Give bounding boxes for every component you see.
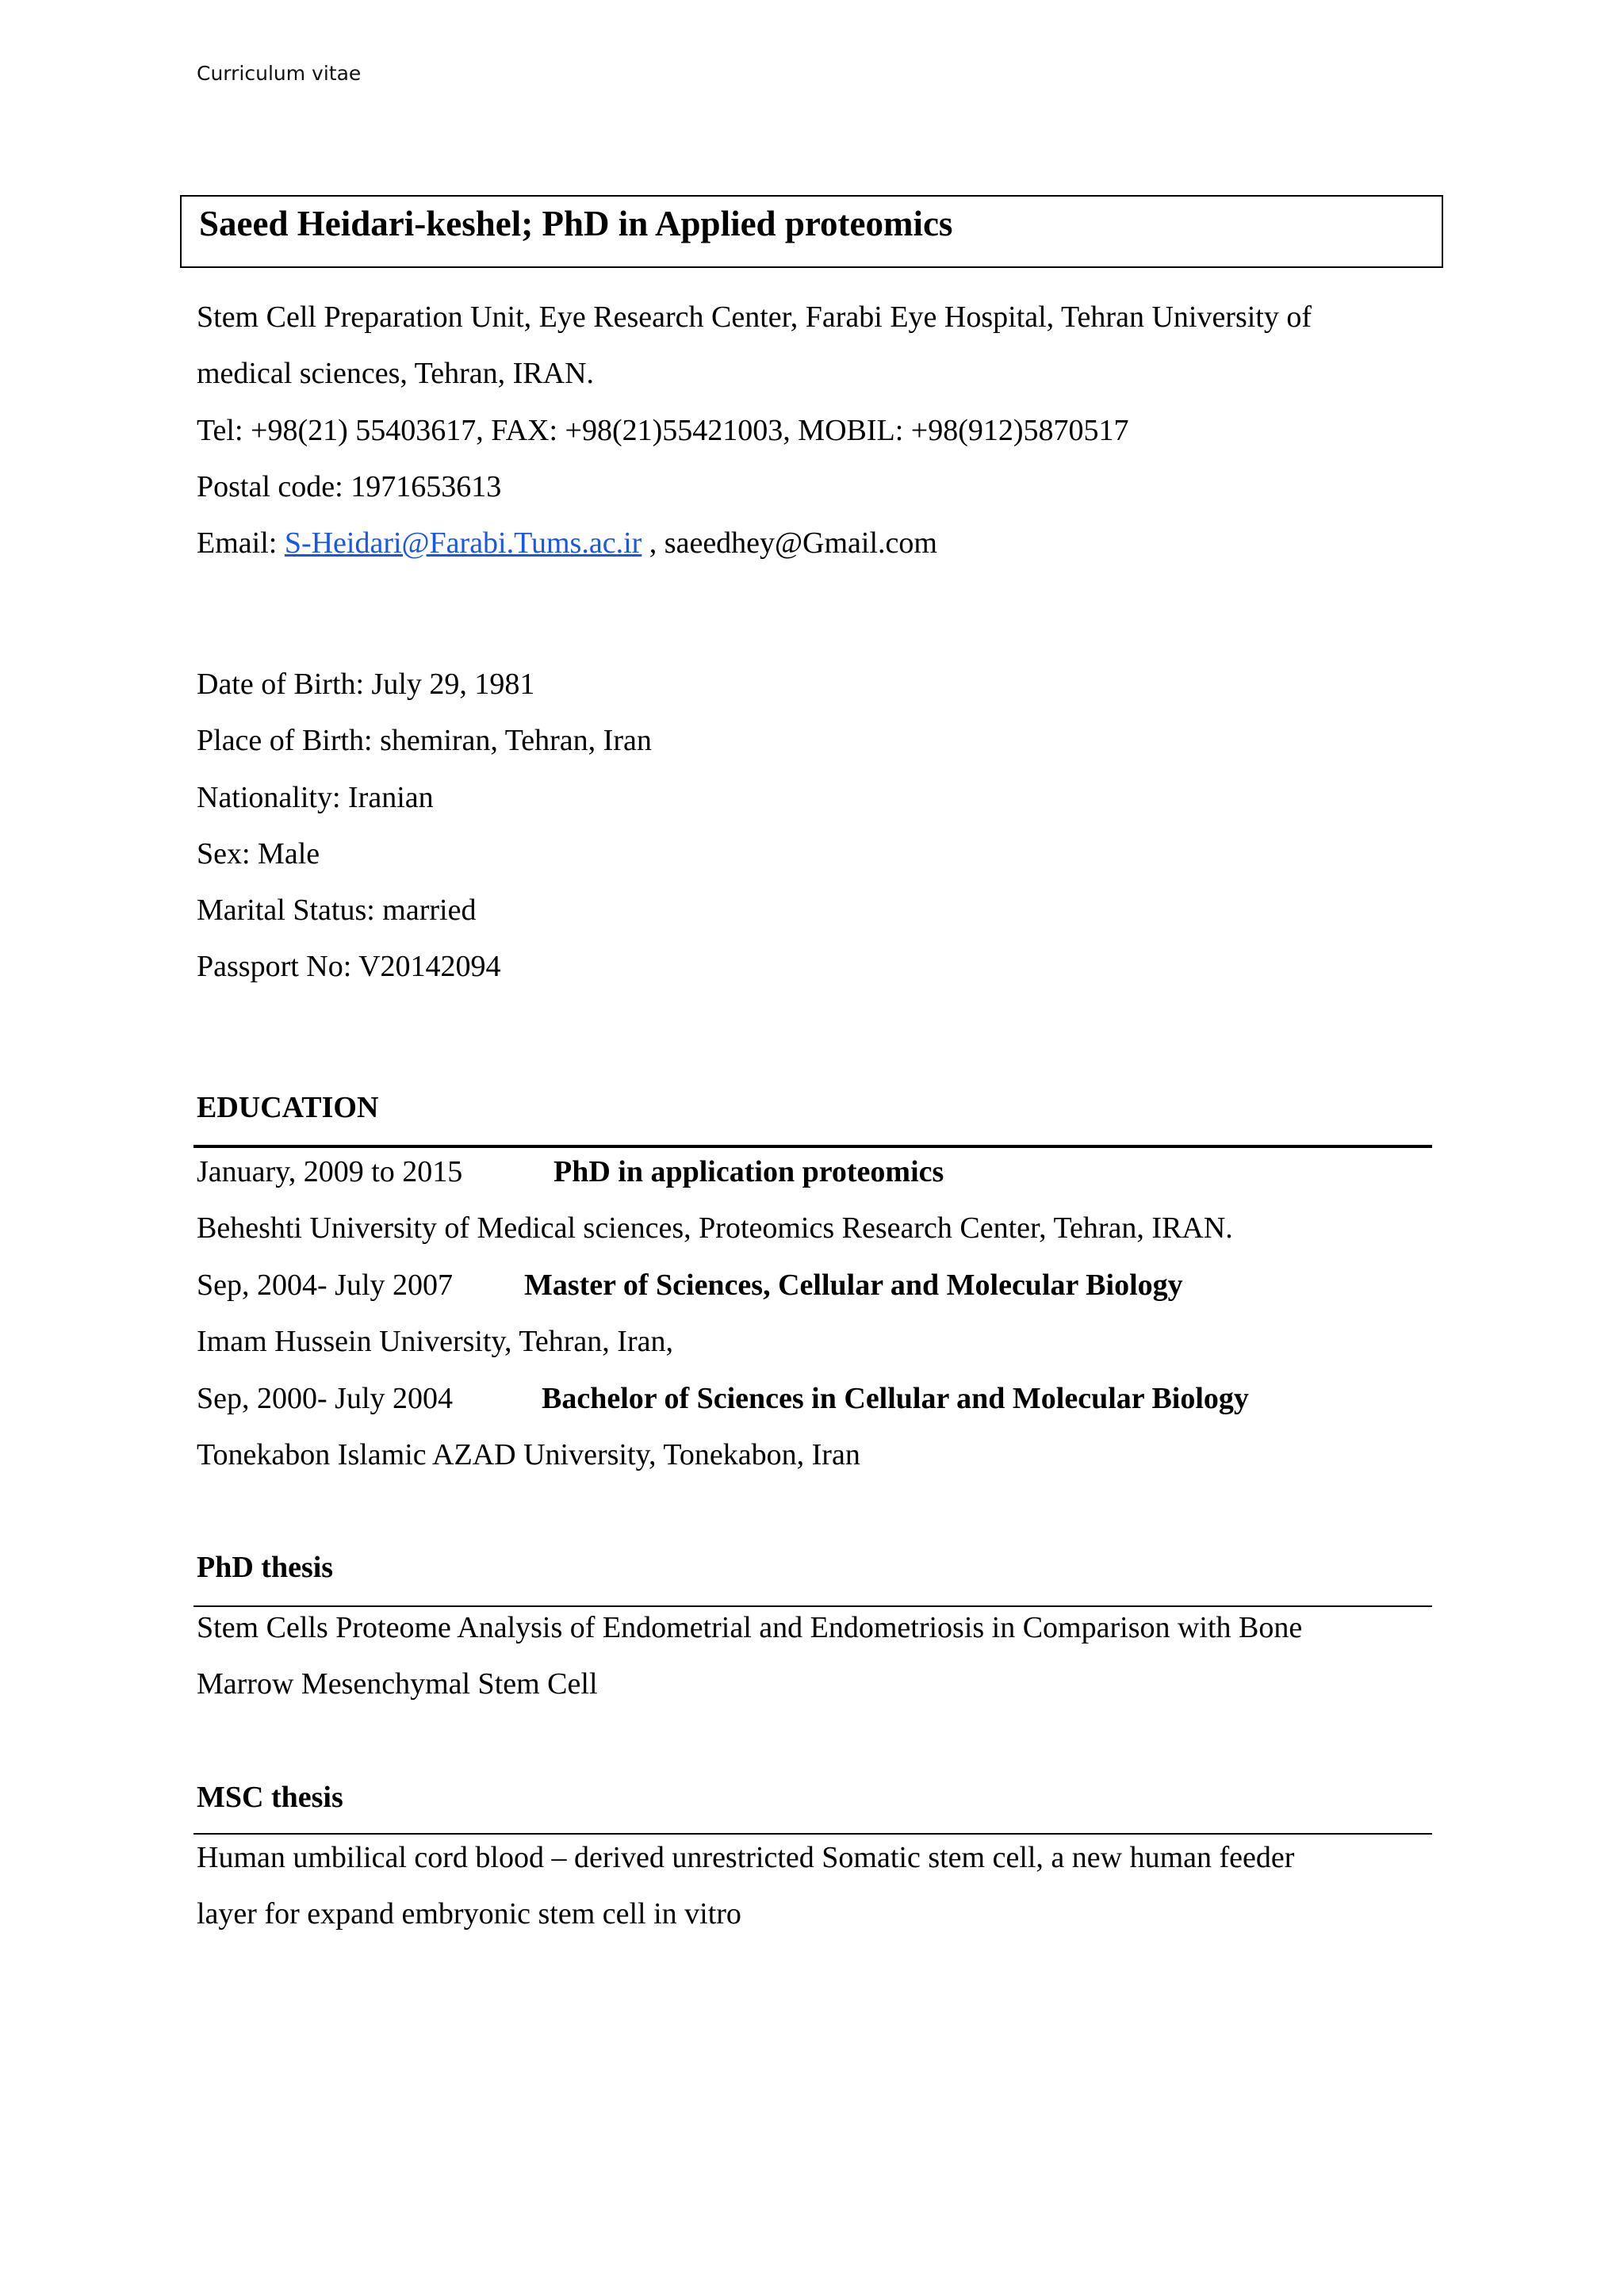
education-dates: Sep, 2000- July 2004 [197, 1382, 453, 1415]
place-of-birth: Place of Birth: shemiran, Tehran, Iran [197, 724, 652, 757]
msc-thesis-divider [193, 1833, 1432, 1835]
education-item-1 [197, 1154, 1434, 1189]
msc-thesis-heading: MSC thesis [197, 1781, 343, 1814]
education-institution: Tonekabon Islamic AZAD University, Tonekabon, Iran [197, 1438, 860, 1471]
msc-thesis-line-1: Human umbilical cord blood – derived unrestricted Somatic stem cell, a new human feeder [197, 1841, 1295, 1874]
cv-title: Saeed Heidari-keshel; PhD in Applied proteomics [199, 204, 953, 243]
msc-thesis-line-2: layer for expand embryonic stem cell in vitro [197, 1897, 741, 1931]
phd-thesis-line-2: Marrow Mesenchymal Stem Cell [197, 1667, 598, 1701]
education-institution: Imam Hussein University, Tehran, Iran, [197, 1325, 673, 1358]
education-item-3 [197, 1381, 1434, 1416]
date-of-birth: Date of Birth: July 29, 1981 [197, 668, 535, 701]
phd-thesis-line-1: Stem Cells Proteome Analysis of Endometrial and Endometriosis in Comparison with Bone [197, 1611, 1303, 1644]
email-secondary: , saeedhey@Gmail.com [642, 526, 937, 560]
address-line-2: medical sciences, Tehran, IRAN. [197, 357, 595, 390]
marital-status: Marital Status: married [197, 894, 477, 927]
email-line [197, 526, 937, 561]
title-box [180, 195, 1443, 268]
education-divider [193, 1145, 1432, 1148]
education-heading: EDUCATION [197, 1091, 379, 1124]
education-dates: Sep, 2004- July 2007 [197, 1269, 453, 1302]
education-item-2 [197, 1268, 1434, 1303]
address-line-1: Stem Cell Preparation Unit, Eye Research Center, Farabi Eye Hospital, Tehran University of [197, 300, 1312, 334]
education-institution: Beheshti University of Medical sciences, Proteomics Research Center, Tehran, IRAN. [197, 1211, 1233, 1245]
education-degree: Bachelor of Sciences in Cellular and Molecular Biology [542, 1382, 1249, 1415]
phd-thesis-heading: PhD thesis [197, 1551, 334, 1584]
education-degree: Master of Sciences, Cellular and Molecular Biology [524, 1269, 1183, 1302]
phd-thesis-divider [193, 1605, 1432, 1607]
education-dates: January, 2009 to 2015 [197, 1155, 463, 1188]
page-header-label: Curriculum vitae [197, 62, 362, 85]
education-degree: PhD in application proteomics [553, 1155, 944, 1188]
phone-line: Tel: +98(21) 55403617, FAX: +98(21)55421003, MOBIL: +98(912)5870517 [197, 414, 1129, 447]
email-link[interactable]: S-Heidari@Farabi.Tums.ac.ir [284, 526, 642, 560]
passport-number: Passport No: V20142094 [197, 950, 501, 983]
email-label: Email: [197, 526, 285, 560]
sex: Sex: Male [197, 837, 320, 871]
postal-code: Postal code: 1971653613 [197, 470, 502, 503]
nationality: Nationality: Iranian [197, 781, 434, 814]
